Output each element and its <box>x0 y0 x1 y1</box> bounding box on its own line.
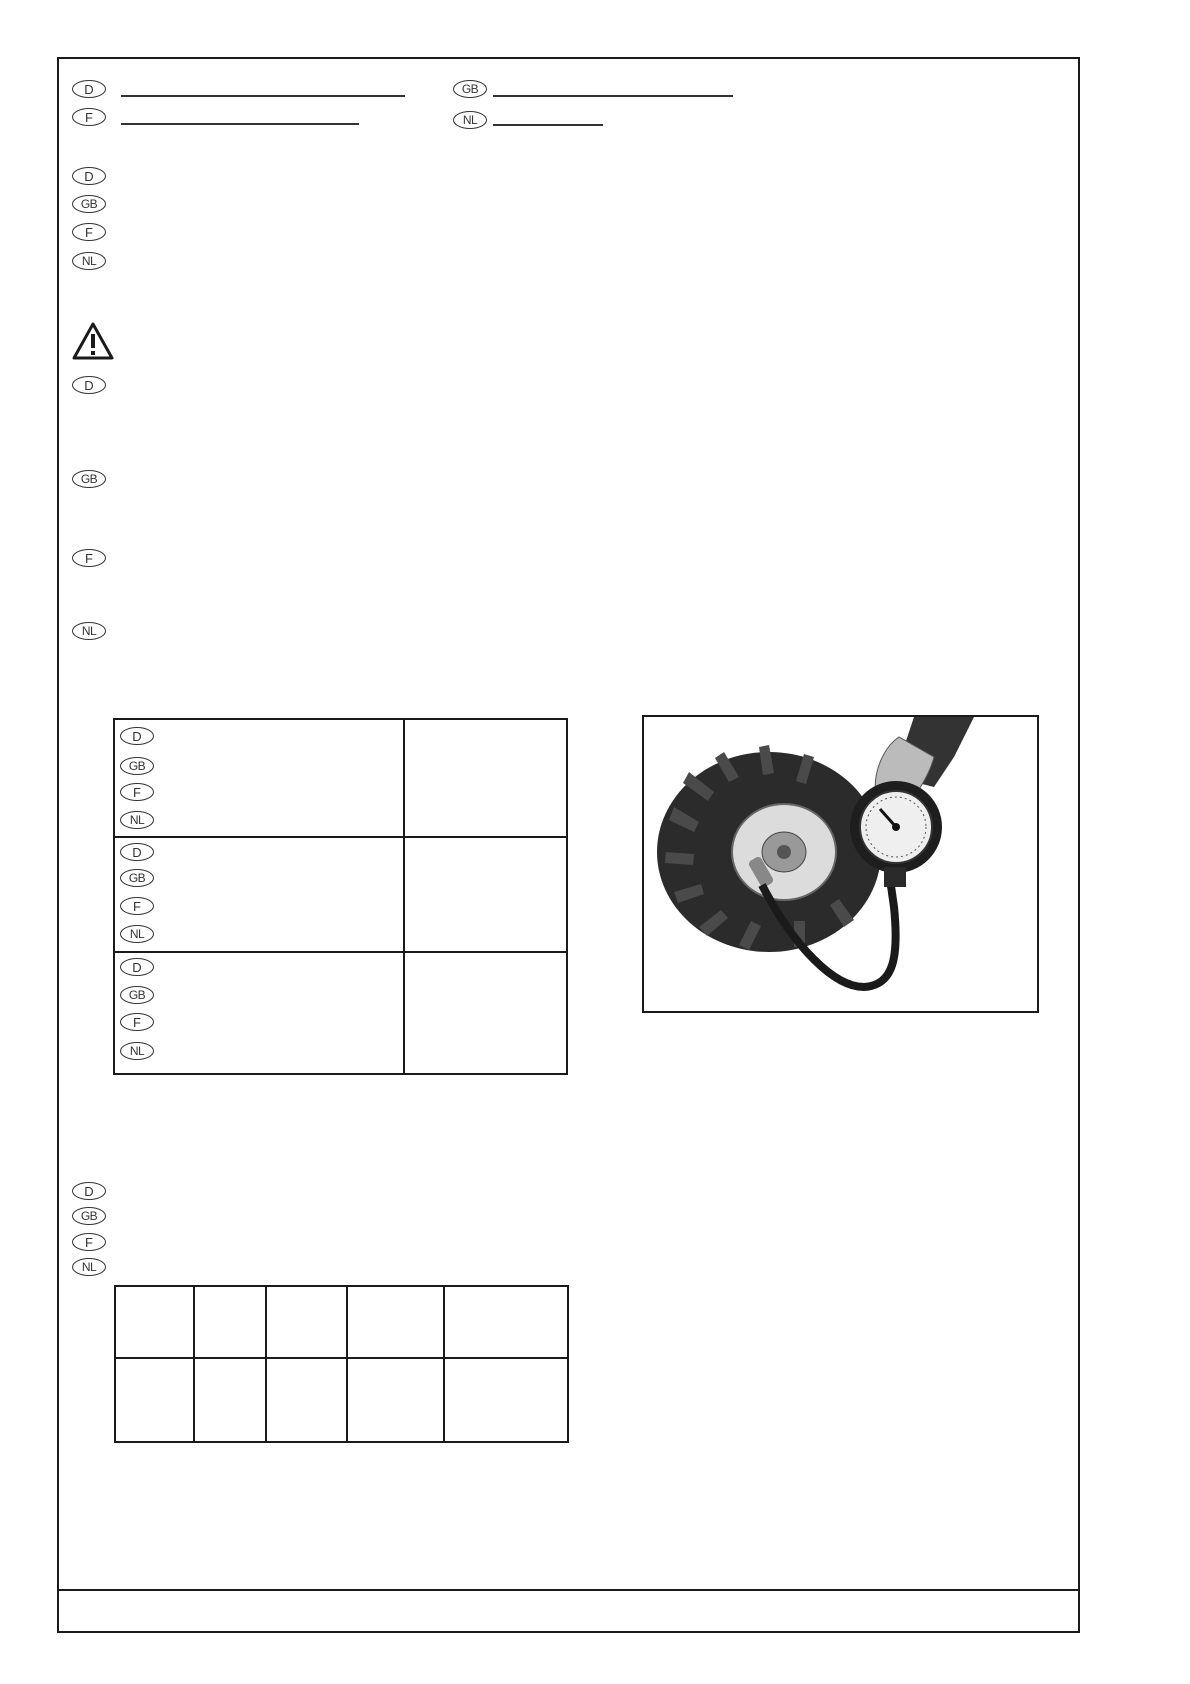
lang-badge-nl: NL <box>72 622 106 640</box>
lang-badge-nl: NL <box>72 1258 106 1276</box>
lang-badge-d: D <box>72 376 106 394</box>
lang-badge-f: F <box>72 108 106 126</box>
lang-badge-f: F <box>120 897 154 915</box>
lang-badge-nl: NL <box>453 111 487 129</box>
lang-badge-gb: GB <box>72 195 106 213</box>
table-column-divider <box>443 1285 445 1443</box>
tire-pressure-gauge-on-wheel-image <box>642 715 1039 1013</box>
table-column-divider <box>193 1285 195 1443</box>
title-rule-nl <box>493 124 603 126</box>
table-row-divider <box>114 1357 569 1359</box>
table-row-divider <box>113 951 568 953</box>
lang-badge-d: D <box>72 80 106 98</box>
warning-triangle-icon <box>72 322 114 360</box>
title-rule-gb <box>493 95 733 97</box>
lang-badge-nl: NL <box>120 811 154 829</box>
lang-badge-f: F <box>72 1233 106 1251</box>
lang-badge-gb: GB <box>72 1207 106 1225</box>
title-rule-f <box>121 123 359 125</box>
lang-badge-d: D <box>120 843 154 861</box>
lang-badge-f: F <box>72 223 106 241</box>
lang-badge-gb: GB <box>120 869 154 887</box>
lang-badge-gb: GB <box>120 757 154 775</box>
footer-divider <box>57 1589 1080 1591</box>
lang-badge-f: F <box>120 783 154 801</box>
pressure-table <box>113 718 568 1075</box>
spec-table <box>114 1285 569 1443</box>
table-column-divider <box>346 1285 348 1443</box>
lang-badge-nl: NL <box>72 252 106 270</box>
table-row-divider <box>113 836 568 838</box>
lang-badge-d: D <box>72 167 106 185</box>
table-column-divider <box>265 1285 267 1443</box>
lang-badge-gb: GB <box>72 470 106 488</box>
lang-badge-gb: GB <box>453 80 487 98</box>
lang-badge-d: D <box>72 1182 106 1200</box>
lang-badge-gb: GB <box>120 986 154 1004</box>
table-column-divider <box>403 718 405 1075</box>
lang-badge-nl: NL <box>120 925 154 943</box>
lang-badge-f: F <box>72 549 106 567</box>
lang-badge-f: F <box>120 1013 154 1031</box>
lang-badge-nl: NL <box>120 1042 154 1060</box>
lang-badge-d: D <box>120 727 154 745</box>
lang-badge-d: D <box>120 958 154 976</box>
title-rule-d <box>121 95 405 97</box>
